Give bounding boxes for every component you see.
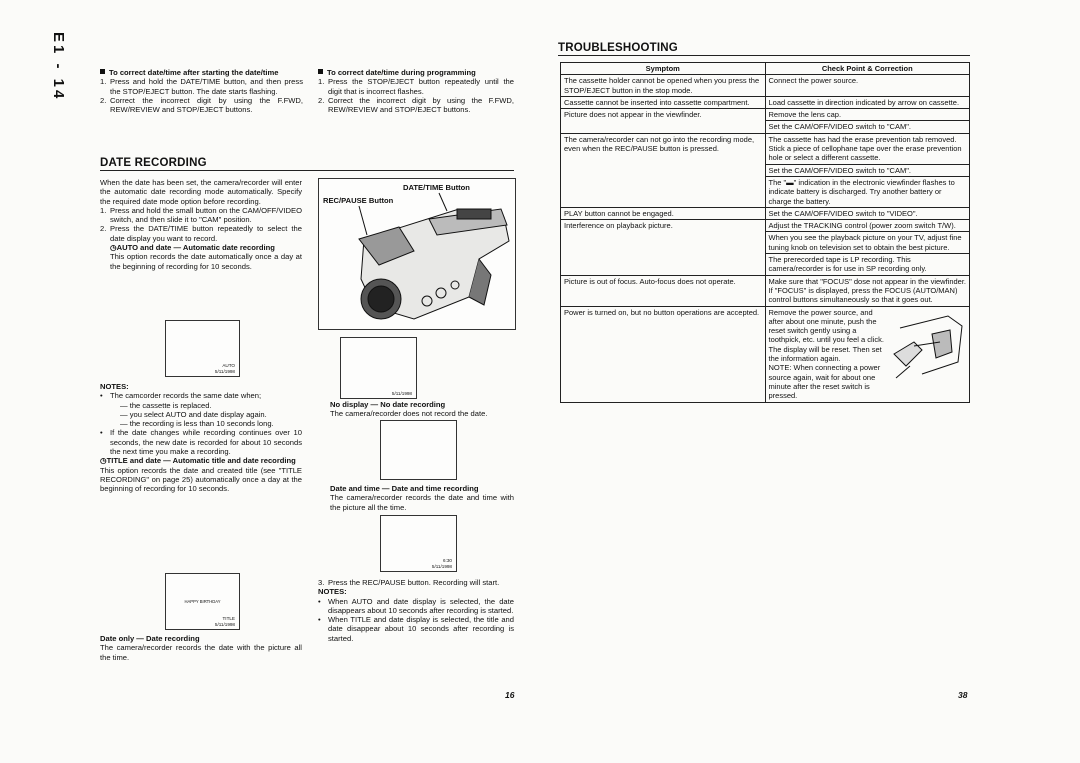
table-row: Picture does not appear in the viewfinder. Remove the lens cap.: [561, 109, 970, 121]
list-item: — you select AUTO and date display again.: [120, 409, 267, 419]
clock-icon: ◷: [100, 456, 107, 466]
table-row: Picture is out of focus. Auto-focus does not operate. Make sure that "FOCUS" dose not appear in the viewfinder. If "FOCUS" is displayed, press the FOCUS (AUTO/MAN) control buttons simultaneously so that it goes out.: [561, 275, 970, 306]
page-number-left: 16: [505, 690, 515, 700]
date-only-heading: Date only — Date recording: [100, 634, 200, 643]
list-item: — the cassette is replaced.: [120, 400, 212, 410]
reset-note: NOTE: When connecting a power source again, wait for about one minute after the reset switch is pressed.: [768, 363, 881, 401]
section-rule: [558, 55, 970, 56]
page-number-right: 38: [958, 690, 968, 700]
page-side-tag: E1 - 14: [50, 32, 67, 102]
list-item: 1. Press the STOP/EJECT button repeatedly until the digit that is incorrect flashes.: [318, 77, 514, 96]
table-row: Set the CAM/OFF/VIDEO switch to "CAM".: [561, 121, 970, 133]
notes-title: NOTES:: [318, 587, 347, 597]
correct-after-list: [100, 77, 303, 114]
auto-text: This option records the date automatically once a day at the beginning of recording for 10 seconds.: [110, 252, 302, 271]
reset-switch-illustration: [892, 314, 966, 380]
camcorder-figure: [318, 178, 516, 330]
list-item: 2. Correct the incorrect digit by using the F.FWD, REW/REVIEW and STOP/EJECT buttons.: [318, 95, 514, 115]
list-item: 3. Press the REC/PAUSE button. Recording will start.: [318, 578, 500, 587]
date-recording-intro: When the date has been set, the camera/recorder will enter the automatic date recording mode automatically. Specify the required date mode option before recording.: [100, 178, 302, 206]
table-row: The prerecorded tape is LP recording. This camera/recorder is for use in SP recording only.: [561, 254, 970, 276]
table-row: PLAY button cannot be engaged. Set the CAM/OFF/VIDEO switch to "VIDEO".: [561, 207, 970, 219]
correct-after-section: [100, 68, 303, 114]
date-only-text: The camera/recorder records the date with the picture all the time.: [100, 643, 302, 662]
list-item: • When TITLE and date display is selected, the title and date disappear about 10 seconds after recording is started.: [318, 615, 514, 643]
troubleshooting-table-wrap: [560, 62, 970, 403]
table-row: The "▬" indication in the electronic viewfinder flashes to indicate battery is discharged. Try another battery or charge the battery.: [561, 176, 970, 207]
list-item: — the recording is less than 10 seconds long.: [120, 419, 274, 429]
no-display-text: The camera/recorder does not record the date.: [330, 409, 488, 419]
date-display-box: 5/11/1998: [340, 337, 417, 399]
troubleshooting-title: TROUBLESHOOTING: [558, 42, 678, 54]
date-time-text: The camera/recorder records the date and time with the picture all the time.: [330, 493, 514, 512]
title-heading: TITLE and date — Automatic title and date recording: [106, 456, 296, 466]
table-row: Cassette cannot be inserted into cassette compartment. Load cassette in direction indicated by arrow on cassette.: [561, 96, 970, 108]
correct-during-section: [318, 68, 514, 114]
datetime-button-label: DATE/TIME Button: [403, 183, 470, 192]
no-display-box: [380, 420, 457, 480]
camcorder-illustration: [319, 179, 515, 329]
auto-date-display-box: AUTO 5/11/1998: [165, 320, 240, 377]
notes-left: [100, 382, 302, 494]
correct-after-heading: To correct date/time after starting the date/time: [109, 68, 279, 77]
date-recording-title: DATE RECORDING: [100, 157, 207, 169]
no-display-heading: No display — No date recording: [330, 400, 446, 409]
section-rule: [100, 170, 514, 171]
list-item: • If the date changes while recording continues over 10 seconds, the new date is recorded for about 10 seconds the next time you make a recording.: [100, 428, 302, 457]
list-item: 2. Correct the incorrect digit by using the F.FWD, REW/REVIEW and STOP/EJECT buttons.: [100, 95, 303, 115]
date-only-section: [100, 634, 302, 662]
list-item: 2. Press the DATE/TIME button repeatedly to select the date display you want to record.: [100, 224, 302, 243]
table-row: Power is turned on, but no button operations are accepted. Remove the power source, and after about one minute, push the reset switch gently using a toothpick, etc. until you feel a click. The display will be reset. Then set the information again. NOTE: When connecting a power source again, wait for about one minute after the reset switch is pressed.: [561, 306, 970, 402]
notes-title: NOTES:: [100, 382, 129, 391]
bullet-square-icon: [100, 69, 105, 74]
table-row: The cassette holder cannot be opened when you press the STOP/EJECT button in the stop mode. Connect the power source.: [561, 75, 970, 97]
recpause-button-label: REC/PAUSE Button: [323, 196, 394, 205]
troubleshooting-table: [560, 62, 970, 403]
date-time-section: [330, 484, 514, 512]
date-time-heading: Date and time — Date and time recording: [330, 484, 479, 493]
reset-instructions: Remove the power source, and after about one minute, push the reset switch gently using a toothpick, etc. until you feel a click. The display will be reset. Then set the information again.: [768, 307, 884, 364]
column-header-check: Check Point & Correction: [765, 63, 970, 75]
title-date-display-box: HAPPY BIRTHDAY TITLE 5/11/1998: [165, 573, 240, 630]
correct-during-heading: To correct date/time during programming: [327, 68, 476, 77]
column-header-symptom: Symptom: [561, 63, 766, 75]
table-row: The camera/recorder can not go into the recording mode, even when the REC/PAUSE button is pressed. The cassette has had the erase prevention tab removed. Stick a piece of cellophane tape over the erase prevention hole or select a different cassette.: [561, 133, 970, 164]
table-row: Set the CAM/OFF/VIDEO switch to "CAM".: [561, 164, 970, 176]
table-row: Interference on playback picture. Adjust the TRACKING control (power zoom switch T/W).: [561, 220, 970, 232]
date-time-box: 6:30 5/11/1998: [380, 515, 457, 572]
list-item: 1. Press and hold the small button on the CAM/OFF/VIDEO switch, and then slide it to "CAM" position.: [100, 205, 302, 225]
list-item: • When AUTO and date display is selected, the date disappears about 10 seconds after recording is started.: [318, 596, 514, 615]
list-item: • The camcorder records the same date when;: [100, 391, 262, 401]
bullet-square-icon: [318, 69, 323, 74]
table-row: When you see the playback picture on your TV, adjust fine tuning knob on television set to obtain the best picture.: [561, 232, 970, 254]
auto-heading: AUTO and date — Automatic date recording: [116, 243, 275, 253]
date-recording-col1: [100, 178, 302, 271]
list-item: 1. Press and hold the DATE/TIME button, and then press the STOP/EJECT button. The date starts flashing.: [100, 77, 303, 96]
title-text: This option records the date and created title (see "TITLE RECORDING" on page 25) automatically once a day at the beginning of recording for 10 seconds.: [100, 465, 302, 494]
clock-icon: ◷: [110, 243, 117, 253]
no-display-section: [330, 400, 514, 419]
date-recording-steps: [100, 206, 302, 243]
step3-and-notes: [318, 578, 514, 643]
